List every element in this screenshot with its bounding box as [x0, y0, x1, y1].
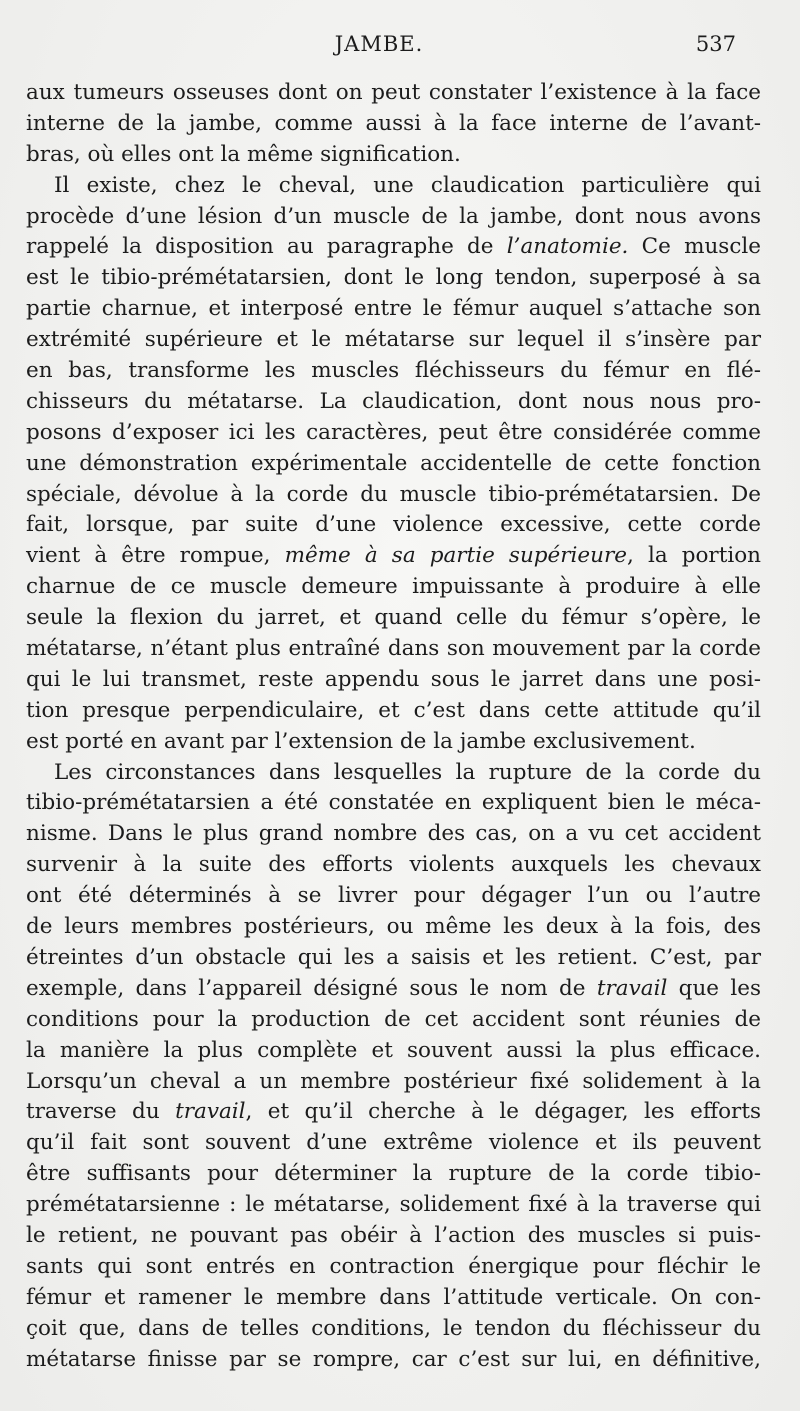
text-line: extrémité supérieure et le métatarse sur lequel il s’insère par: [26, 327, 761, 353]
text-line: bras, où elles ont la même signification.: [26, 141, 461, 167]
text-line: spéciale, dévolue à la corde du muscle tibio-prémétatarsien. De: [26, 481, 761, 507]
italic-term: l’anatomie.: [506, 234, 629, 260]
text-line: interne de la jambe, comme aussi à la face interne de l’avant-: [26, 110, 761, 136]
text-line: une démonstration expérimentale accidentelle de cette fonction: [26, 450, 761, 476]
text-run: , la portion: [627, 543, 762, 569]
text-line: métatarse finisse par se rompre, car c’est sur lui, en définitive,: [26, 1346, 761, 1372]
text-line: métatarse, n’étant plus entraîné dans son mouvement par la corde: [26, 636, 761, 662]
text-run: que les: [667, 975, 761, 1001]
text-line: chisseurs du métatarse. La claudication, dont nous nous pro-: [26, 388, 761, 414]
text-line: qu’il fait sont souvent d’une extrême violence et ils peuvent: [26, 1130, 761, 1156]
text-run: Ce muscle: [628, 234, 761, 260]
page-number: 537: [695, 32, 736, 56]
text-line: aux tumeurs osseuses dont on peut constater l’existence à la face: [26, 80, 761, 105]
text-line: qui le lui transmet, reste appendu sous le jarret dans une posi-: [26, 666, 761, 692]
text-line: [26, 1097, 761, 1128]
text-line: la manière la plus complète et souvent aussi la plus efficace.: [26, 1037, 761, 1063]
text-line: étreintes d’un obstacle qui les a saisis et les retient. C’est, par: [26, 944, 761, 970]
text-line: Il existe, chez le cheval, une claudication particulière qui: [54, 172, 761, 198]
text-line: est le tibio-prémétatarsien, dont le long tendon, superposé à sa: [26, 265, 761, 291]
body-text: [26, 78, 761, 1375]
text-line: est porté en avant par l’extension de la jambe exclusivement.: [26, 728, 696, 754]
text-run: rappelé la disposition au paragraphe de: [26, 234, 507, 260]
italic-term: même à sa partie supérieure: [284, 543, 628, 569]
italic-term: travail: [596, 975, 668, 1001]
text-line: Les circonstances dans lesquelles la rupture de la corde du: [54, 759, 761, 785]
text-line: en bas, transforme les muscles fléchisseurs du fémur en flé-: [26, 358, 761, 384]
text-line: être suffisants pour déterminer la rupture de la corde tibio-: [26, 1161, 761, 1187]
text-line: fait, lorsque, par suite d’une violence excessive, cette corde: [26, 512, 761, 538]
text-line: [26, 974, 761, 1005]
page-header: [22, 30, 736, 62]
text-line: [26, 232, 761, 263]
text-line: Lorsqu’un cheval a un membre postérieur fixé solidement à la: [26, 1068, 761, 1094]
text-line: tion presque perpendiculaire, et c’est dans cette attitude qu’il: [26, 697, 761, 723]
text-run: traverse du: [26, 1099, 176, 1125]
text-line: conditions pour la production de cet accident sont réunies de: [26, 1006, 761, 1032]
text-line: le retient, ne pouvant pas obéir à l’action des muscles si puis-: [26, 1222, 761, 1248]
text-line: [26, 541, 761, 572]
text-line: fémur et ramener le membre dans l’attitude verticale. On con-: [26, 1284, 761, 1310]
text-line: seule la flexion du jarret, et quand celle du fémur s’opère, le: [26, 605, 761, 631]
text-run: , et qu’il cherche à le dégager, les efforts: [245, 1099, 761, 1125]
text-line: charnue de ce muscle demeure impuissante à produire à elle: [26, 574, 761, 600]
text-line: de leurs membres postérieurs, ou même les deux à la fois, des: [26, 914, 761, 940]
italic-term: travail: [175, 1099, 246, 1125]
text-line: partie charnue, et interposé entre le fémur auquel s’attache son: [26, 296, 761, 322]
text-line: prémétatarsienne : le métatarse, solidement fixé à la traverse qui: [26, 1192, 761, 1218]
text-line: sants qui sont entrés en contraction énergique pour fléchir le: [26, 1253, 761, 1279]
text-line: procède d’une lésion d’un muscle de la jambe, dont nous avons: [26, 203, 761, 229]
text-run: vient à être rompue,: [26, 543, 285, 569]
text-line: survenir à la suite des efforts violents auxquels les chevaux: [26, 852, 761, 878]
text-line: ont été déterminés à se livrer pour dégager l’un ou l’autre: [26, 883, 761, 909]
text-line: nisme. Dans le plus grand nombre des cas, on a vu cet accident: [26, 821, 761, 847]
text-line: tibio-prémétatarsien a été constatée en expliquent bien le méca-: [26, 790, 761, 816]
text-line: posons d’exposer ici les caractères, peut être considérée comme: [26, 419, 761, 445]
text-line: çoit que, dans de telles conditions, le tendon du fléchisseur du: [26, 1315, 761, 1341]
text-run: exemple, dans l’appareil désigné sous le nom de: [26, 975, 597, 1001]
running-title: JAMBE.: [334, 32, 424, 56]
